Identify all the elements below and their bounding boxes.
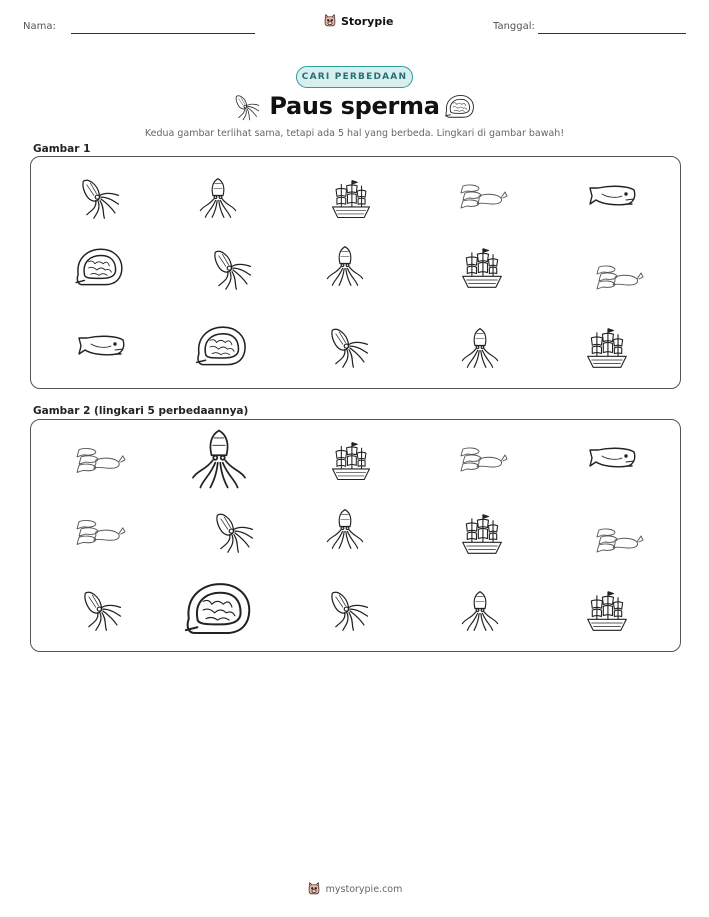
octopus-icon[interactable] xyxy=(322,504,368,554)
brand-logo xyxy=(323,14,393,28)
squid-icon xyxy=(326,323,372,371)
picture-2-panel[interactable] xyxy=(30,419,681,652)
whale-pod-icon[interactable] xyxy=(593,524,647,558)
whale-pod-icon[interactable] xyxy=(457,442,511,478)
squid-icon xyxy=(77,174,123,222)
octopus-icon xyxy=(195,174,241,222)
footer-site: mystorypie.com xyxy=(325,883,403,895)
whale-shell-icon xyxy=(73,245,127,291)
name-field[interactable] xyxy=(71,33,255,34)
squid-icon xyxy=(209,245,255,293)
pig-mascot-icon xyxy=(307,882,321,896)
squid-icon[interactable] xyxy=(326,586,372,634)
ship-icon[interactable] xyxy=(328,437,374,485)
octopus-large-icon[interactable] xyxy=(187,424,251,494)
whale-icon[interactable] xyxy=(585,442,641,476)
brand-name: Storypie xyxy=(341,14,394,28)
whale-pod-icon xyxy=(457,179,511,215)
date-field[interactable] xyxy=(538,33,686,34)
page-title: Paus sperma xyxy=(269,92,440,120)
octopus-icon[interactable] xyxy=(457,586,503,636)
whale-icon xyxy=(75,331,129,363)
whale-pod-icon xyxy=(593,261,647,295)
octopus-icon xyxy=(322,241,368,291)
whale-shell-icon xyxy=(193,323,251,371)
ship-icon[interactable] xyxy=(583,587,631,635)
squid-icon[interactable] xyxy=(211,508,257,556)
date-label: Tanggal: xyxy=(493,21,535,32)
picture-1-label: Gambar 1 xyxy=(33,143,91,155)
pig-mascot-icon xyxy=(323,14,337,28)
footer xyxy=(0,882,709,896)
picture-1-panel xyxy=(30,156,681,389)
instructions: Kedua gambar terlihat sama, tetapi ada 5 hal yang berbeda. Lingkari di gambar bawah! xyxy=(144,128,565,139)
ship-icon xyxy=(583,324,631,372)
squid-icon[interactable] xyxy=(79,586,125,634)
whale-pod-icon[interactable] xyxy=(73,442,129,480)
ship-icon xyxy=(458,243,506,293)
activity-badge: CARI PERBEDAAN xyxy=(296,66,413,88)
octopus-icon xyxy=(457,323,503,373)
whale-icon xyxy=(585,181,641,213)
whale-shell-large-icon[interactable] xyxy=(181,576,257,644)
name-label: Nama: xyxy=(23,21,56,32)
ship-icon[interactable] xyxy=(458,510,506,558)
whale-shell-title-icon xyxy=(444,94,476,120)
whale-pod-icon[interactable] xyxy=(73,514,129,552)
picture-2-label: Gambar 2 (lingkari 5 perbedaannya) xyxy=(33,405,249,417)
ship-icon xyxy=(328,175,374,223)
